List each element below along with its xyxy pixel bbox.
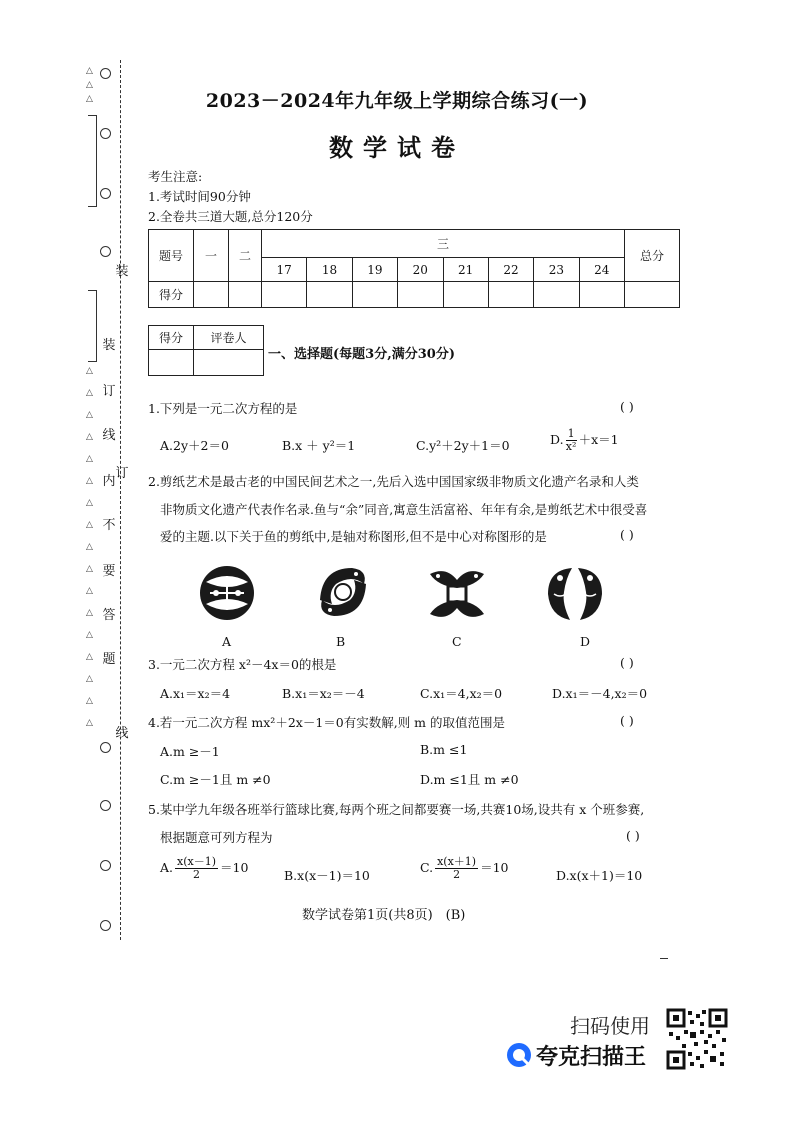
score-cell[interactable] <box>579 282 624 308</box>
grader-score-label: 得分 <box>149 326 194 350</box>
figure-label-d[interactable]: D <box>580 634 591 649</box>
score-row-label: 题号 <box>149 230 194 282</box>
option-b[interactable]: B.x(x－1)＝10 <box>284 868 370 883</box>
fraction-numerator: x(x＋1) <box>437 855 477 868</box>
option-c-label: C. <box>420 860 434 875</box>
score-cell[interactable] <box>307 282 352 308</box>
binding-circle <box>100 742 111 753</box>
answer-paren[interactable]: ( ) <box>620 655 634 670</box>
score-total-header: 总分 <box>625 230 680 282</box>
question-line: 爱的主题.以下关于鱼的剪纸中,是轴对称图形,但不是中心对称图形的是 <box>160 529 547 544</box>
figure-label-a[interactable]: A <box>222 634 232 649</box>
score-subcol: 21 <box>443 258 488 282</box>
fraction <box>566 428 577 453</box>
binding-char: 不 <box>102 518 116 533</box>
answer-paren[interactable]: ( ) <box>626 828 640 843</box>
question-stem: 3.一元二次方程 x²－4x＝0的根是 <box>148 657 337 672</box>
option-a-label: A. <box>160 860 174 875</box>
option-a[interactable]: A.x₁＝x₂＝4 <box>160 686 231 701</box>
scanner-logo-icon <box>506 1042 532 1068</box>
fraction-denominator: 2 <box>193 868 201 881</box>
figure-label-b[interactable]: B <box>336 634 346 649</box>
score-cell[interactable] <box>262 282 307 308</box>
option-c[interactable]: C.m ≥－1且 m ≠0 <box>160 772 271 787</box>
binding-char: 订 <box>102 384 116 399</box>
score-cell[interactable] <box>534 282 579 308</box>
notes-item: 1.考试时间90分钟 <box>148 189 251 204</box>
score-cell[interactable] <box>352 282 397 308</box>
binding-circle <box>100 246 111 257</box>
option-b[interactable]: B.x₁＝x₂＝－4 <box>282 686 365 701</box>
binding-circle <box>100 920 111 931</box>
question-line: 5.某中学九年级各班举行篮球比赛,每两个班之间都要赛一场,共赛10场,设共有 x 个班参赛, <box>148 802 645 817</box>
binding-circle <box>100 800 111 811</box>
score-subcol: 24 <box>579 258 624 282</box>
answer-paren[interactable]: ( ) <box>620 399 634 414</box>
binding-char: 装 <box>102 338 116 353</box>
grader-name-cell[interactable] <box>194 350 264 376</box>
option-b[interactable]: B.x ＋ y²＝1 <box>282 438 356 453</box>
option-c[interactable] <box>420 856 509 881</box>
score-subcol: 22 <box>488 258 533 282</box>
question-stem: 4.若一元二次方程 mx²＋2x－1＝0有实数解,则 m 的取值范围是 <box>148 715 505 730</box>
binding-char: 装 <box>115 264 129 279</box>
option-a-rest: ＝10 <box>220 860 249 875</box>
binding-circle <box>100 188 111 199</box>
score-col-header: 三 <box>262 230 625 258</box>
option-d-label: D. <box>550 432 564 447</box>
question-stem: 1.下列是一元二次方程的是 <box>148 401 298 416</box>
fraction-denominator: 2 <box>453 868 461 881</box>
papercut-fish-figure-b <box>312 560 374 624</box>
binding-char: 内 <box>102 474 116 489</box>
option-d[interactable]: D.m ≤1且 m ≠0 <box>420 772 519 787</box>
binding-circle <box>100 68 111 79</box>
option-a[interactable]: A.2y＋2＝0 <box>160 438 229 453</box>
score-cell[interactable] <box>625 282 680 308</box>
option-d[interactable] <box>550 428 619 453</box>
grader-table <box>148 325 264 376</box>
binding-char: 答 <box>102 608 116 623</box>
qr-code-icon[interactable] <box>666 1008 728 1070</box>
exam-subtitle: 数学试卷 <box>329 133 465 162</box>
binding-char: 线 <box>115 726 129 741</box>
binding-char: 要 <box>102 564 116 579</box>
score-cell[interactable] <box>443 282 488 308</box>
score-table <box>148 229 680 308</box>
option-d[interactable]: D.x(x＋1)＝10 <box>556 868 643 883</box>
option-a[interactable] <box>160 856 248 881</box>
score-cell[interactable] <box>488 282 533 308</box>
option-a[interactable]: A.m ≥－1 <box>160 744 220 759</box>
score-subcol: 20 <box>398 258 443 282</box>
score-subcol: 18 <box>307 258 352 282</box>
question-line: 非物质文化遗产代表作名录.鱼与“余”同音,寓意生活富裕、年年有余,是剪纸艺术中很受喜 <box>160 502 648 517</box>
exam-title: 2023－2024年九年级上学期综合练习(一) <box>205 90 589 112</box>
binding-char: 订 <box>115 466 129 481</box>
binding-triangles: △ △ △ △ △ △ △ △ △ △ △ △ △ △ △ △ △ <box>86 366 93 728</box>
option-d-rest: ＋x＝1 <box>578 432 619 447</box>
option-c-rest: ＝10 <box>480 860 509 875</box>
option-d[interactable]: D.x₁＝－4,x₂＝0 <box>552 686 648 701</box>
score-subcol: 17 <box>262 258 307 282</box>
option-c[interactable]: C.y²＋2y＋1＝0 <box>416 438 510 453</box>
score-cell[interactable] <box>194 282 229 308</box>
answer-paren[interactable]: ( ) <box>620 527 634 542</box>
corner-mark <box>660 958 668 959</box>
score-cell[interactable] <box>398 282 443 308</box>
fraction-numerator: 1 <box>567 427 575 440</box>
score-subcol: 23 <box>534 258 579 282</box>
option-c[interactable]: C.x₁＝4,x₂＝0 <box>420 686 503 701</box>
scanner-line2: 夸克扫描王 <box>536 1045 647 1070</box>
binding-char: 线 <box>102 428 116 443</box>
papercut-fish-figure-c <box>424 562 490 626</box>
papercut-fish-figure-a <box>196 562 258 624</box>
page-footer: 数学试卷第1页(共8页) (B) <box>302 908 466 923</box>
question-line: 2.剪纸艺术是最古老的中国民间艺术之一,先后入选中国国家级非物质文化遗产名录和人类 <box>148 474 639 489</box>
section-heading: 一、选择题(每题3分,满分30分) <box>268 347 455 362</box>
grader-score-cell[interactable] <box>149 350 194 376</box>
grader-label: 评卷人 <box>194 326 264 350</box>
fraction-numerator: x(x－1) <box>177 855 217 868</box>
fraction-denominator: x² <box>565 440 577 453</box>
option-b[interactable]: B.m ≤1 <box>420 742 468 757</box>
score-row-label: 得分 <box>149 282 194 308</box>
score-col-header: 一 <box>194 230 229 282</box>
notes-item: 2.全卷共三道大题,总分120分 <box>148 209 313 224</box>
question-line: 根据题意可列方程为 <box>160 830 273 845</box>
binding-circle <box>100 860 111 871</box>
binding-bracket <box>88 290 97 362</box>
binding-char: 题 <box>102 652 116 667</box>
score-col-header: 二 <box>229 230 262 282</box>
papercut-fish-figure-d <box>540 560 610 626</box>
figure-label-c[interactable]: C <box>452 634 462 649</box>
notes-header: 考生注意: <box>148 169 203 184</box>
score-cell[interactable] <box>229 282 262 308</box>
binding-triangles: △ △ △ <box>86 66 93 104</box>
binding-line <box>120 60 121 940</box>
scanner-line1: 扫码使用 <box>570 1014 650 1038</box>
fraction <box>175 856 218 881</box>
answer-paren[interactable]: ( ) <box>620 713 634 728</box>
fraction <box>435 856 478 881</box>
score-subcol: 19 <box>352 258 397 282</box>
